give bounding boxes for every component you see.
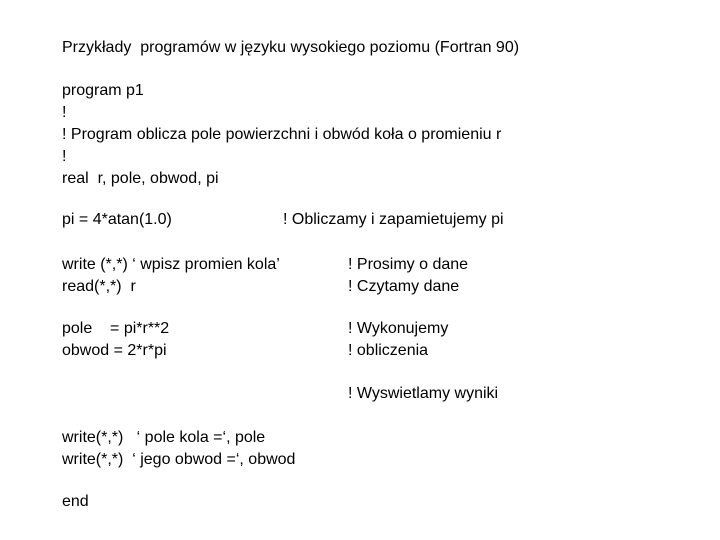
code-write-prompt: write (*,*) ‘ wpisz promien kola’ [62, 256, 280, 273]
code-end-line: end [62, 493, 89, 510]
code-pole-assignment: pole = pi*r**2 [62, 320, 170, 337]
code-read-comment: ! Czytamy dane [348, 278, 460, 295]
code-write-prompt-comment: ! Prosimy o dane [348, 256, 469, 273]
code-pole-comment: ! Wykonujemy [348, 320, 449, 337]
code-read-line: read(*,*) r [62, 278, 136, 295]
code-description-comment: ! Program oblicza pole powierzchni i obwód koła o promieniu r [62, 126, 502, 143]
code-comment-line: ! [62, 148, 67, 165]
code-obwod-comment: ! obliczenia [348, 342, 429, 359]
code-obwod-assignment: obwod = 2*r*pi [62, 342, 167, 359]
code-write-pole: write(*,*) ‘ pole kola =‘, pole [62, 429, 266, 446]
code-declaration-line: real r, pole, obwod, pi [62, 170, 219, 187]
code-comment-line: ! [62, 104, 67, 121]
code-write-obwod: write(*,*) ‘ jego obwod =‘, obwod [62, 451, 296, 468]
code-pi-comment: ! Obliczamy i zapamietujemy pi [283, 211, 504, 228]
code-program-line: program p1 [62, 82, 144, 99]
code-display-comment: ! Wyswietlamy wyniki [348, 385, 499, 402]
code-pi-assignment: pi = 4*atan(1.0) [62, 211, 172, 228]
slide-title: Przykłady programów w języku wysokiego poziomu (Fortran 90) [62, 39, 520, 56]
